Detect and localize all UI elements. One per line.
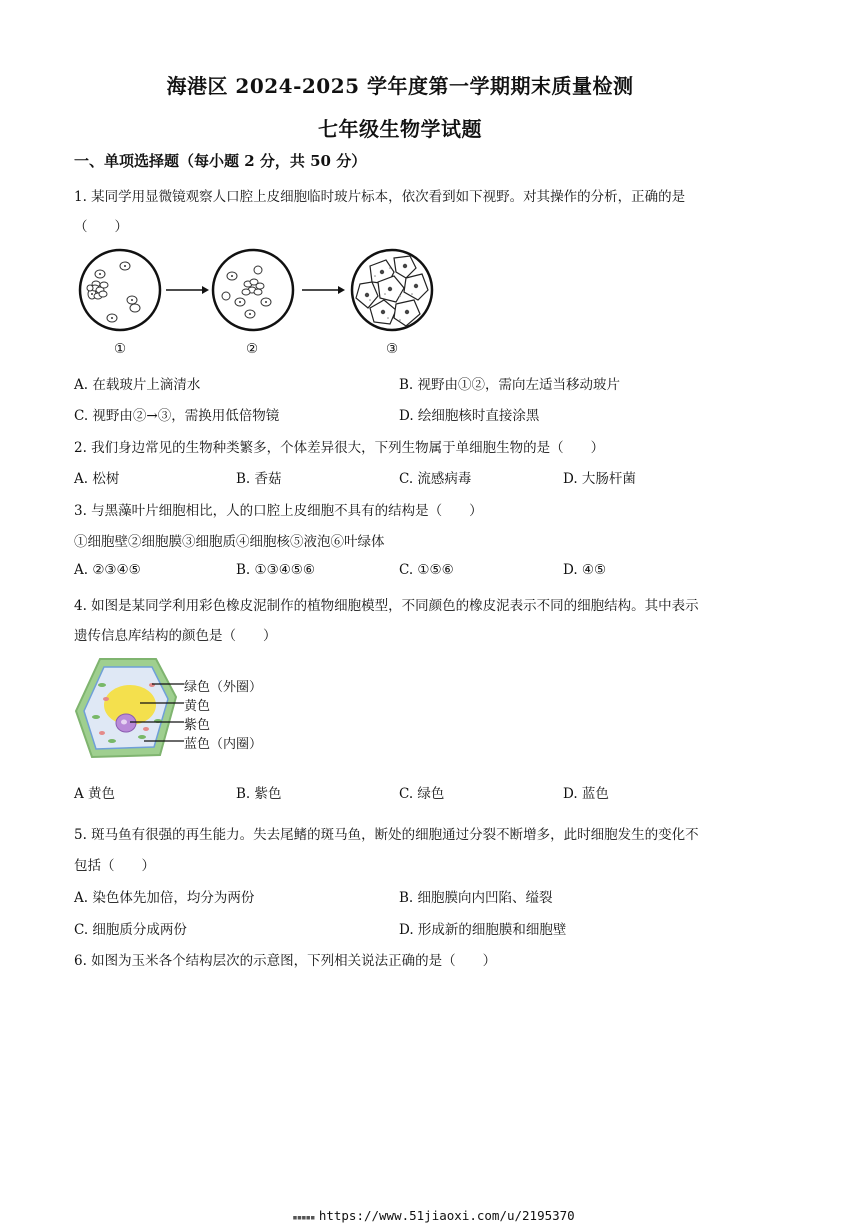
q4-option-d: D. 蓝色	[563, 786, 609, 802]
q1-option-c: C. 视野由②→③，需换用低倍物镜	[74, 408, 280, 424]
q2-option-d: D. 大肠杆菌	[563, 471, 636, 487]
q1-option-d: D. 绘细胞核时直接涂黑	[399, 408, 540, 424]
q5-option-a: A. 染色体先加倍，均分为两份	[74, 890, 255, 906]
q5-text: 5. 斑马鱼有很强的再生能力。失去尾鳍的斑马鱼，断处的细胞通过分裂不断增多，此时细胞发生的变化不	[74, 827, 699, 843]
q4-option-c: C. 绿色	[399, 786, 445, 802]
label-green: 绿色（外圈）	[184, 680, 263, 695]
watermark-footer: ▪▪▪▪▪ https://www.51jiaoxi.com/u/2195370	[292, 1208, 575, 1223]
q1-text: 1. 某同学用显微镜观察人口腔上皮细胞临时玻片标本，依次看到如下视野。对其操作的分析，正确的是	[74, 189, 686, 205]
view-3-circle	[352, 250, 432, 330]
label-yellow: 黄色	[184, 699, 211, 714]
q1-option-b: B. 视野由①②，需向左适当移动玻片	[399, 377, 621, 393]
q3-option-a: A. ②③④⑤	[74, 562, 141, 578]
view-1-circle	[80, 250, 160, 330]
q3-structures: ①细胞壁②细胞膜③细胞质④细胞核⑤液泡⑥叶绿体	[74, 534, 385, 550]
q5-option-d: D. 形成新的细胞膜和细胞壁	[399, 922, 567, 938]
q5-option-b: B. 细胞膜向内凹陷、缢裂	[399, 890, 553, 906]
view-label-1: ①	[114, 341, 127, 357]
q4-option-a: A 黄色	[74, 786, 116, 802]
section-heading: 一、单项选择题（每小题 2 分，共 50 分）	[74, 152, 367, 170]
cell-label-pointers	[130, 672, 186, 752]
q3-text: 3. 与黑藻叶片细胞相比，人的口腔上皮细胞不具有的结构是（ ）	[74, 503, 483, 519]
q3-option-d: D. ④⑤	[563, 562, 607, 578]
q3-option-c: C. ①⑤⑥	[399, 562, 454, 578]
label-purple: 紫色	[184, 718, 211, 733]
footer-prefix: https://	[318, 1208, 380, 1223]
view-label-3: ③	[386, 341, 399, 357]
q6-text: 6. 如图为玉米各个结构层次的示意图，下列相关说法正确的是（ ）	[74, 953, 497, 969]
label-blue: 蓝色（内圈）	[184, 737, 263, 752]
q5-option-c: C. 细胞质分成两份	[74, 922, 187, 938]
q2-option-a: A. 松树	[74, 471, 120, 487]
view-2-circle	[213, 250, 293, 330]
q1-bracket: （ ）	[74, 219, 128, 235]
q3-option-b: B. ①③④⑤⑥	[236, 562, 316, 578]
q2-text: 2. 我们身边常见的生物种类繁多，个体差异很大，下列生物属于单细胞生物的是（ ）	[74, 440, 605, 456]
footer-url: www.51jiaoxi.com/u/2195370	[379, 1208, 575, 1223]
q4-text-cont: 遗传信息库结构的颜色是（ ）	[74, 628, 277, 644]
q5-text-cont: 包括（ ）	[74, 858, 155, 874]
q4-text: 4. 如图是某同学利用彩色橡皮泥制作的植物细胞模型，不同颜色的橡皮泥表示不同的细胞结构。其中表示	[74, 598, 699, 614]
exam-title: 海港区 2024-2025 学年度第一学期期末质量检测	[166, 74, 634, 98]
view-label-2: ②	[246, 341, 259, 357]
q4-option-b: B. 紫色	[236, 786, 282, 802]
exam-subtitle: 七年级生物学试题	[318, 117, 482, 141]
q2-option-b: B. 香菇	[236, 471, 282, 487]
q2-option-c: C. 流感病毒	[399, 471, 472, 487]
q1-option-a: A. 在载玻片上滴清水	[74, 377, 201, 393]
